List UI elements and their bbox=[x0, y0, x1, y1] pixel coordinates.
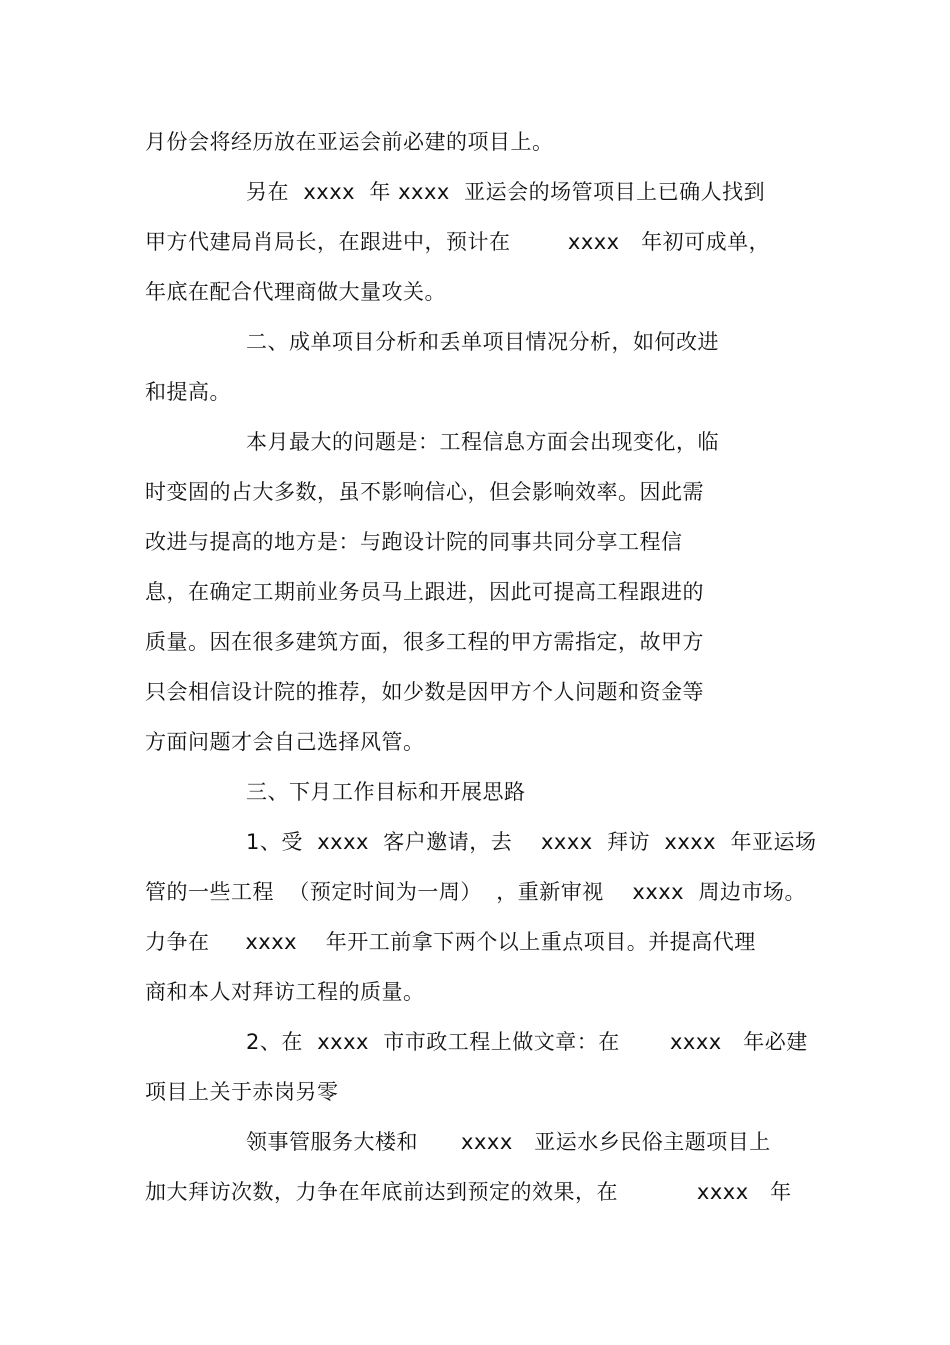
paragraph-line: 质量。因在很多建筑方面，很多工程的甲方需指定，故甲方 bbox=[145, 630, 704, 654]
paragraph-line: 另在 xxxx 年 xxxx 亚运会的场管项目上已确人找到 bbox=[246, 180, 766, 204]
paragraph-line: 甲方代建局肖局长，在跟进中，预计在 xxxx 年初可成单， bbox=[145, 230, 771, 254]
paragraph-line: 方面问题才会自己选择风管。 bbox=[145, 730, 425, 754]
paragraph-line: 1、受 xxxx 客户邀请，去 xxxx 拜访 xxxx 年亚运场 bbox=[246, 830, 817, 854]
paragraph-line: 管的一些工程 （预定时间为一周） ，重新审视 xxxx 周边市场。 bbox=[145, 880, 806, 904]
paragraph-line: 加大拜访次数，力争在年底前达到预定的效果，在 xxxx 年 bbox=[145, 1180, 792, 1204]
paragraph-line: 年底在配合代理商做大量攻关。 bbox=[145, 280, 446, 304]
paragraph-line: 时变固的占大多数，虽不影响信心，但会影响效率。因此需 bbox=[145, 480, 704, 504]
section-heading: 二、成单项目分析和丢单项目情况分析，如何改进 bbox=[246, 330, 719, 354]
paragraph-line: 本月最大的问题是：工程信息方面会出现变化，临 bbox=[246, 430, 719, 454]
paragraph-line: 月份会将经历放在亚运会前必建的项目上。 bbox=[145, 130, 554, 154]
paragraph-line: 2、在 xxxx 市市政工程上做文章：在 xxxx 年必建 bbox=[246, 1030, 808, 1054]
paragraph-line: 和提高。 bbox=[145, 380, 231, 404]
section-heading: 三、下月工作目标和开展思路 bbox=[246, 780, 526, 804]
paragraph-line: 商和本人对拜访工程的质量。 bbox=[145, 980, 425, 1004]
paragraph-line: 项目上关于赤岗另零 bbox=[145, 1080, 339, 1104]
paragraph-line: 息，在确定工期前业务员马上跟进，因此可提高工程跟进的 bbox=[145, 580, 704, 604]
paragraph-line: 只会相信设计院的推荐，如少数是因甲方个人问题和资金等 bbox=[145, 680, 704, 704]
paragraph-line: 力争在 xxxx 年开工前拿下两个以上重点项目。并提高代理 bbox=[145, 930, 756, 954]
paragraph-line: 领事管服务大楼和 xxxx 亚运水乡民俗主题项目上 bbox=[246, 1130, 771, 1154]
paragraph-line: 改进与提高的地方是：与跑设计院的同事共同分享工程信 bbox=[145, 530, 683, 554]
